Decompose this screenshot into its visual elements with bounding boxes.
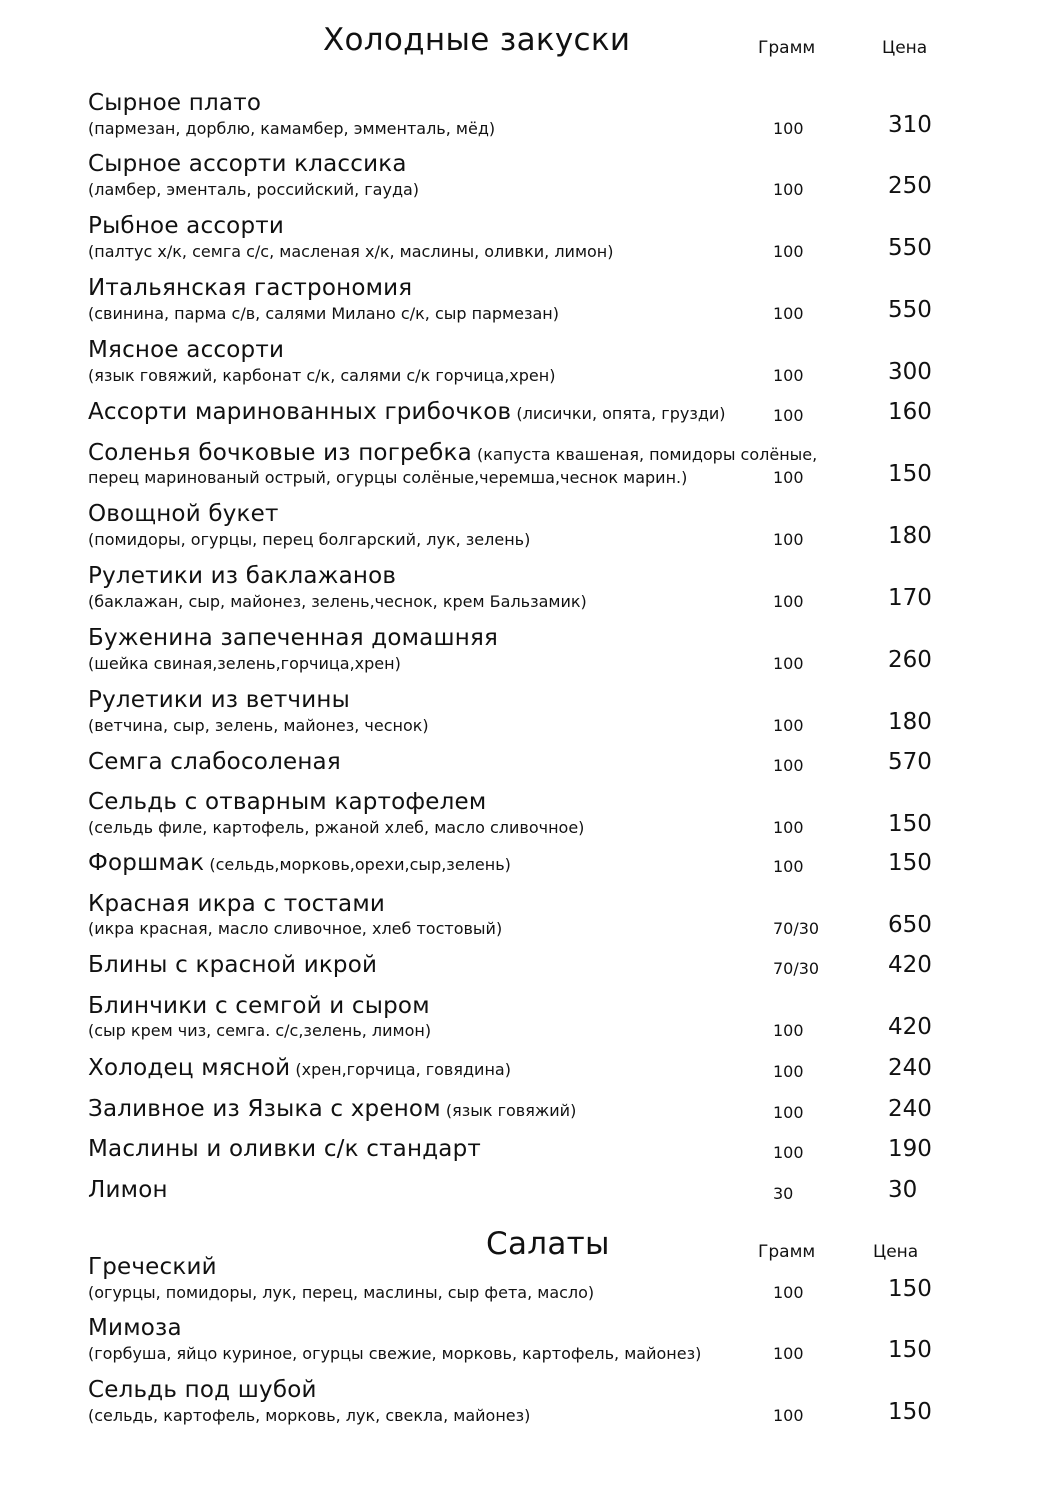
- item-description: (ветчина, сыр, зелень, майонез, чеснок): [88, 716, 429, 735]
- item-description: (сельдь, картофель, морковь, лук, свекла, майонез): [88, 1406, 531, 1425]
- item-grams: 100: [773, 119, 804, 138]
- item-name: Соленья бочковые из погребка: [88, 440, 472, 466]
- item-grams: 100: [773, 180, 804, 199]
- item-name: Мясное ассорти: [88, 337, 285, 363]
- item-price: 170: [888, 585, 932, 611]
- item-grams: 100: [773, 756, 804, 775]
- item-name: Рыбное ассорти: [88, 213, 284, 239]
- gram-column-header: Грамм: [758, 1242, 816, 1262]
- item-price: 310: [888, 112, 932, 138]
- item-grams: 70/30: [773, 919, 820, 938]
- item-description: (пармезан, дорблю, камамбер, эмменталь, мёд): [88, 119, 496, 138]
- item-grams: 100: [773, 1406, 804, 1425]
- item-description: (баклажан, сыр, майонез, зелень,чеснок, крем Бальзамик): [88, 592, 587, 611]
- item-grams: 70/30: [773, 959, 820, 978]
- gram-column-header: Грамм: [758, 38, 816, 58]
- item-name: Красная икра с тостами: [88, 891, 386, 917]
- item-price: 180: [888, 709, 932, 735]
- item-grams: 100: [773, 406, 804, 425]
- item-name: Блинчики с семгой и сыром: [88, 993, 430, 1019]
- item-name: Сельдь под шубой: [88, 1377, 317, 1403]
- item-name: Мимоза: [88, 1315, 182, 1341]
- item-price: 550: [888, 297, 932, 323]
- item-description: (лисички, опята, грузди): [516, 404, 726, 423]
- item-grams: 100: [773, 242, 804, 261]
- item-description: (сельдь,морковь,орехи,сыр,зелень): [209, 855, 511, 874]
- item-price: 180: [888, 523, 932, 549]
- item-price: 150: [888, 811, 932, 837]
- item-grams: 100: [773, 468, 804, 487]
- item-name: Овощной букет: [88, 501, 279, 527]
- item-price: 300: [888, 359, 932, 385]
- item-description: (ламбер, эменталь, российский, гауда): [88, 180, 420, 199]
- item-name: Рулетики из баклажанов: [88, 563, 397, 589]
- item-name: Сырное ассорти классика: [88, 151, 407, 177]
- item-price: 420: [888, 1014, 932, 1040]
- item-name: Блины с красной икрой: [88, 952, 378, 978]
- item-grams: 100: [773, 1062, 804, 1081]
- item-price: 190: [888, 1136, 932, 1162]
- item-name: Форшмак: [88, 850, 205, 876]
- item-description: (сельдь филе, картофель, ржаной хлеб, масло сливочное): [88, 818, 585, 837]
- item-description: (огурцы, помидоры, лук, перец, маслины, сыр фета, масло): [88, 1283, 595, 1302]
- item-description: (свинина, парма с/в, салями Милано с/к, сыр пармезан): [88, 304, 559, 323]
- price-column-header: Цена: [873, 1242, 919, 1262]
- item-name: Маслины и оливки с/к стандарт: [88, 1136, 481, 1162]
- item-price: 260: [888, 647, 932, 673]
- item-grams: 100: [773, 1283, 804, 1302]
- item-description: (шейка свиная,зелень,горчица,хрен): [88, 654, 401, 673]
- item-grams: 100: [773, 366, 804, 385]
- item-grams: 100: [773, 818, 804, 837]
- item-description: (икра красная, масло сливочное, хлеб тостовый): [88, 919, 503, 938]
- item-grams: 100: [773, 857, 804, 876]
- item-price: 150: [888, 850, 932, 876]
- item-grams: 100: [773, 1021, 804, 1040]
- item-price: 150: [888, 1399, 932, 1425]
- item-description: (язык говяжий, карбонат с/к, салями с/к горчица,хрен): [88, 366, 556, 385]
- item-price: 240: [888, 1096, 932, 1122]
- item-name: Ассорти маринованных грибочков: [88, 399, 512, 425]
- section-title-cold-appetizers: Холодные закуски: [323, 22, 631, 58]
- item-name: Сельдь с отварным картофелем: [88, 789, 487, 815]
- item-description: (язык говяжий): [445, 1101, 577, 1120]
- item-grams: 100: [773, 530, 804, 549]
- item-price: 570: [888, 749, 932, 775]
- item-name: Буженина запеченная домашняя: [88, 625, 499, 651]
- item-description: (горбуша, яйцо куриное, огурцы свежие, морковь, картофель, майонез): [88, 1344, 702, 1363]
- item-name: Сырное плато: [88, 90, 262, 116]
- item-grams: 100: [773, 716, 804, 735]
- item-grams: 100: [773, 1103, 804, 1122]
- item-price: 550: [888, 235, 932, 261]
- item-name: Семга слабосоленая: [88, 749, 341, 775]
- item-description: (палтус х/к, семга с/с, масленая х/к, маслины, оливки, лимон): [88, 242, 614, 261]
- item-grams: 100: [773, 304, 804, 323]
- price-column-header: Цена: [882, 38, 928, 58]
- item-grams: 100: [773, 592, 804, 611]
- item-price: 650: [888, 912, 932, 938]
- item-name: Греческий: [88, 1254, 217, 1280]
- item-name: Итальянская гастрономия: [88, 275, 413, 301]
- item-price: 420: [888, 952, 932, 978]
- item-price: 160: [888, 399, 932, 425]
- item-description: (помидоры, огурцы, перец болгарский, лук, зелень): [88, 530, 531, 549]
- section-title-salads: Салаты: [486, 1226, 610, 1262]
- item-grams: 100: [773, 1344, 804, 1363]
- item-name: Лимон: [88, 1177, 168, 1203]
- item-grams: 30: [773, 1184, 794, 1203]
- item-price: 150: [888, 1337, 932, 1363]
- item-name: Заливное из Языка с хреном: [88, 1096, 441, 1122]
- item-description: (сыр крем чиз, семга. с/с,зелень, лимон): [88, 1021, 432, 1040]
- item-grams: 100: [773, 654, 804, 673]
- item-description-first-line: (капуста квашеная, помидоры солёные,: [477, 445, 818, 464]
- item-price: 150: [888, 461, 932, 487]
- item-price: 240: [888, 1055, 932, 1081]
- item-grams: 100: [773, 1143, 804, 1162]
- item-description: перец маринованый острый, огурцы солёные,черемша,чеснок марин.): [88, 468, 688, 487]
- item-price: 250: [888, 173, 932, 199]
- item-price: 30: [888, 1177, 918, 1203]
- item-name: Рулетики из ветчины: [88, 687, 350, 713]
- item-price: 150: [888, 1276, 932, 1302]
- item-name: Холодец мясной: [88, 1055, 291, 1081]
- item-description: (хрен,горчица, говядина): [295, 1060, 511, 1079]
